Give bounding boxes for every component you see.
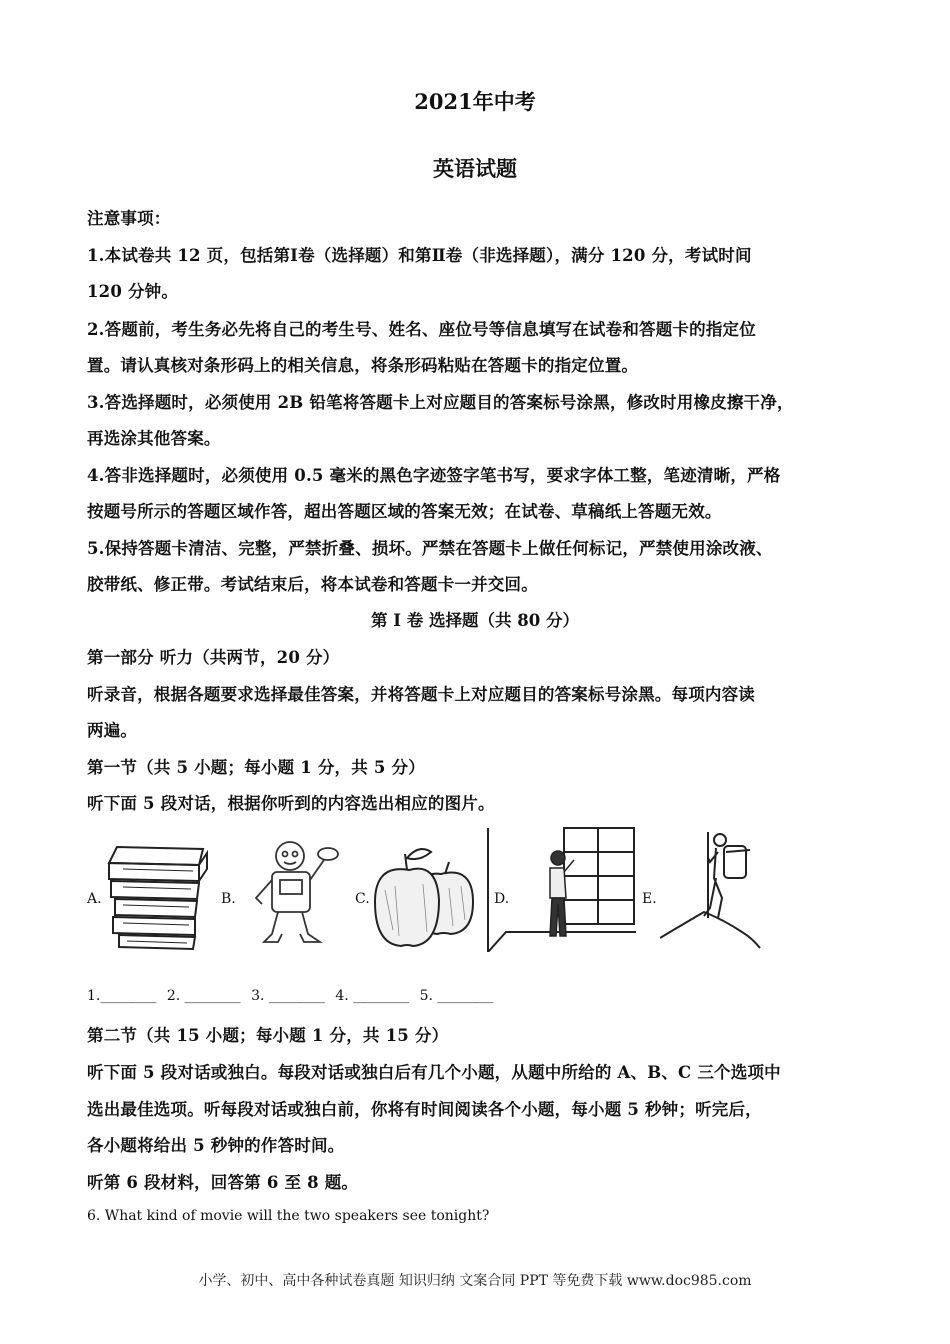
notice-line: 4.答非选择题时，必须使用 0.5 毫米的黑色字迹签字笔书写，要求字体工整，笔迹清晰，严格: [87, 466, 781, 485]
answer-blank: 4. ________: [335, 988, 410, 1004]
section2-instruction: 各小题将给出 5 秒钟的作答时间。: [87, 1136, 345, 1155]
page-title: 2021年中考: [414, 89, 536, 114]
picture-label-e: E.: [642, 891, 657, 907]
section2-instruction: 听下面 5 段对话或独白。每段对话或独白后有几个小题，从题中所给的 A、B、C 三个选项中: [87, 1063, 781, 1082]
picture-label-d: D.: [494, 891, 510, 907]
notice-line: 120 分钟。: [87, 282, 179, 301]
notice-line: 2.答题前，考生务必先将自己的考生号、姓名、座位号等信息填写在试卷和答题卡的指定位: [87, 320, 756, 339]
notice-line: 按题号所示的答题区域作答，超出答题区域的答案无效；在试卷、草稿纸上答题无效。: [87, 502, 722, 521]
volume-heading: 第 I 卷 选择题（共 80 分）: [371, 611, 579, 630]
page-footer: 小学、初中、高中各种试卷真题 知识归纳 文案合同 PPT 等免费下载 www.doc985.com: [198, 1273, 752, 1289]
robot-icon: [238, 838, 348, 950]
notice-heading: 注意事项：: [87, 209, 171, 228]
notice-line: 置。请认真核对条形码上的相关信息，将条形码粘贴在答题卡的指定位置。: [87, 356, 639, 375]
material-6-instruction: 听第 6 段材料，回答第 6 至 8 题。: [87, 1173, 359, 1192]
page-subtitle: 英语试题: [433, 156, 517, 181]
part1-heading: 第一部分 听力（共两节，20 分）: [87, 648, 340, 667]
section1-instruction: 听下面 5 段对话，根据你听到的内容选出相应的图片。: [87, 794, 495, 813]
notice-line: 胶带纸、修正带。考试结束后，将本试卷和答题卡一并交回。: [87, 575, 538, 594]
answer-blank: 1.________: [87, 988, 157, 1004]
notice-line: 3.答选择题时，必须使用 2B 铅笔将答题卡上对应题目的答案标号涂黑，修改时用橡皮擦干净，: [87, 393, 794, 412]
section1-heading: 第一节（共 5 小题；每小题 1 分，共 5 分）: [87, 758, 425, 777]
apples-icon: [373, 840, 485, 952]
question-6: 6. What kind of movie will the two speakers see tonight?: [87, 1208, 490, 1224]
boy-at-window-icon: [486, 824, 636, 952]
notice-line: 再选涂其他答案。: [87, 429, 221, 448]
section2-heading: 第二节（共 15 小题；每小题 1 分，共 15 分）: [87, 1026, 449, 1045]
part1-instruction: 听录音，根据各题要求选择最佳答案，并将答题卡上对应题目的答案标号涂黑。每项内容读: [87, 685, 755, 704]
picture-label-a: A.: [87, 891, 102, 907]
answer-blank: 2. ________: [166, 988, 241, 1004]
climber-icon: [660, 828, 762, 950]
picture-label-b: B.: [221, 891, 236, 907]
section2-instruction: 选出最佳选项。听每段对话或独白前，你将有时间阅读各个小题，每小题 5 秒钟；听完后，: [87, 1100, 762, 1119]
notice-line: 5.保持答题卡清洁、完整，严禁折叠、损坏。严禁在答题卡上做任何标记，严禁使用涂改液、: [87, 539, 773, 558]
part1-instruction: 两遍。: [87, 721, 138, 740]
answer-blanks: [87, 988, 499, 1004]
books-icon: [103, 843, 215, 953]
answer-blank: 3. ________: [251, 988, 325, 1004]
notice-line: 1.本试卷共 12 页，包括第Ⅰ卷（选择题）和第Ⅱ卷（非选择题），满分 120 分，考试时间: [87, 246, 752, 265]
picture-label-c: C.: [355, 891, 370, 907]
answer-blank: 5. ________: [419, 988, 494, 1004]
